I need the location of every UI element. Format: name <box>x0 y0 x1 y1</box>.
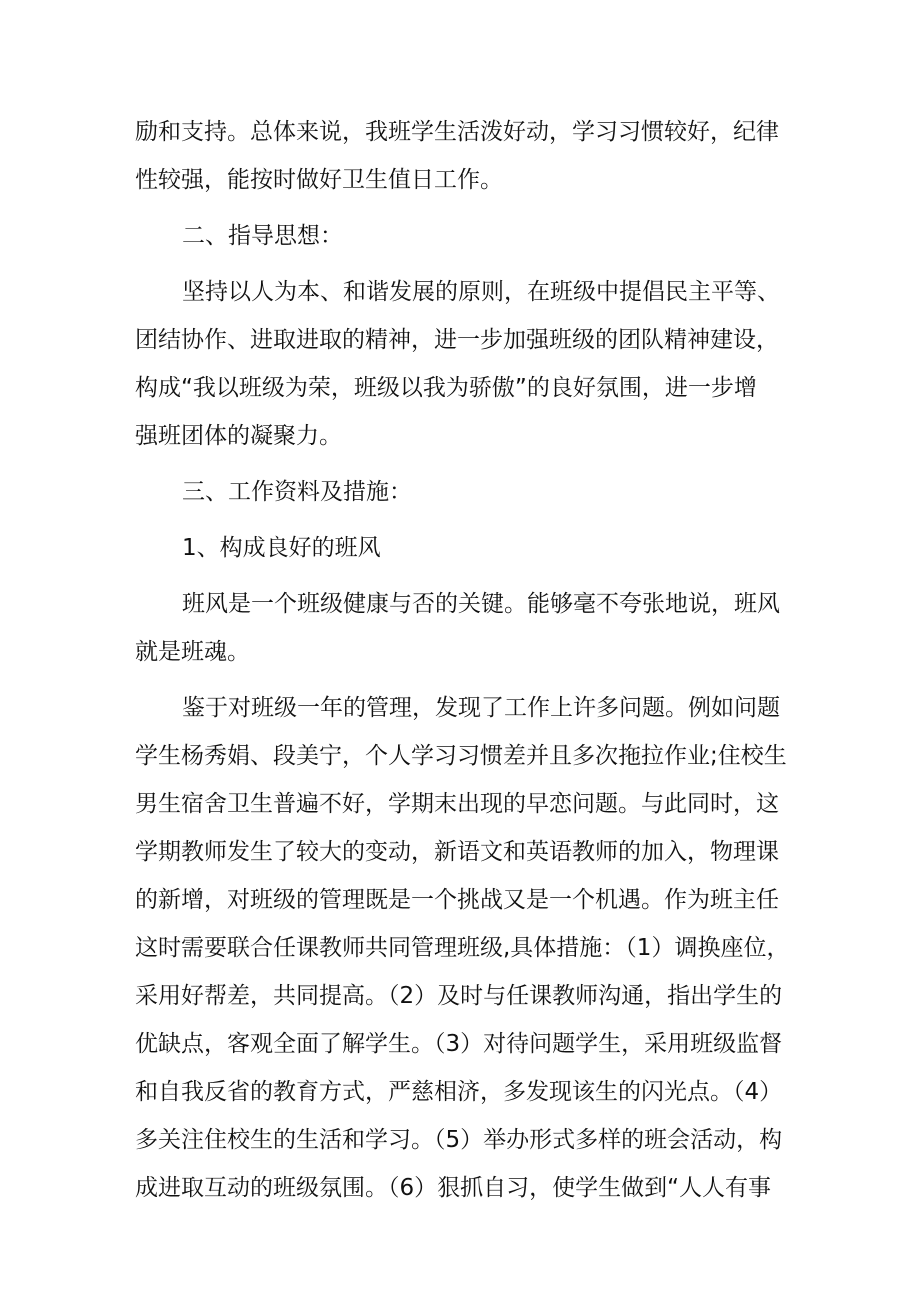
text-line: 的新增，对班级的管理既是一个挑战又是一个机遇。作为班主任 <box>135 887 779 913</box>
text-line: 团结协作、进取进取的精神，进一步加强班级的团队精神建设， <box>135 327 779 353</box>
text-line: 学生杨秀娟、段美宁，个人学习习惯差并且多次拖拉作业;住校生 <box>135 743 787 769</box>
text-line: 强班团体的凝聚力。 <box>135 423 342 449</box>
text-line: 学期教师发生了较大的变动，新语文和英语教师的加入，物理课 <box>135 839 779 865</box>
text-line: 这时需要联合任课教师共同管理班级,具体措施：（1）调换座位， <box>135 935 790 961</box>
text-line: 多关注住校生的生活和学习。（5）举办形式多样的班会活动，构 <box>135 1127 783 1153</box>
text-line: 优缺点，客观全面了解学生。（3）对待问题学生，采用班级监督 <box>135 1031 783 1057</box>
section-heading: 二、指导思想： <box>182 223 343 249</box>
text-line: 和自我反省的教育方式，严慈相济，多发现该生的闪光点。（4） <box>135 1079 783 1105</box>
text-line: 采用好帮差，共同提高。（2）及时与任课教师沟通，指出学生的 <box>135 983 783 1009</box>
text-line: 构成“我以班级为荣，班级以我为骄傲”的良好氛围，进一步增 <box>135 375 757 401</box>
text-line: 励和支持。总体来说，我班学生活泼好动，学习习惯较好，纪律 <box>135 119 779 145</box>
text-line: 坚持以人为本、和谐发展的原则，在班级中提倡民主平等、 <box>182 279 780 305</box>
text-line: 鉴于对班级一年的管理，发现了工作上许多问题。例如问题 <box>182 695 780 721</box>
text-line: 男生宿舍卫生普遍不好，学期末出现的早恋问题。与此同时，这 <box>135 791 779 817</box>
document-body <box>135 108 803 1212</box>
subsection-heading: 1、构成良好的班风 <box>182 535 381 561</box>
text-line: 成进取互动的班级氛围。（6）狠抓自习，使学生做到“人人有事 <box>135 1175 772 1201</box>
text-line: 班风是一个班级健康与否的关键。能够毫不夸张地说，班风 <box>182 591 780 617</box>
text-line: 性较强，能按时做好卫生值日工作。 <box>135 167 503 193</box>
text-line: 就是班魂。 <box>135 639 250 665</box>
section-heading: 三、工作资料及措施： <box>182 479 412 505</box>
